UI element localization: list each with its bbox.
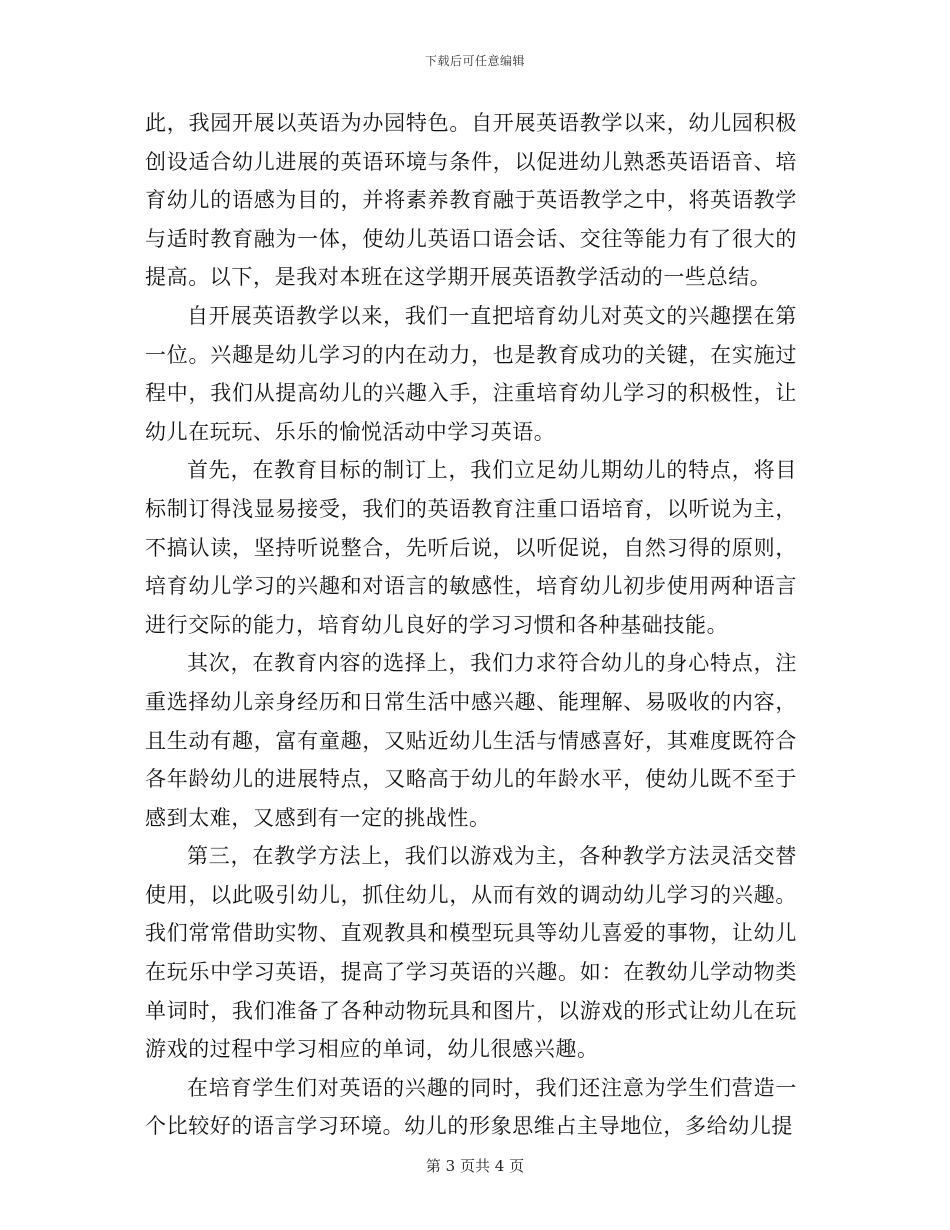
document-body [145,104,797,1146]
paragraph-3: 首先，在教育目标的制订上，我们立足幼儿期幼儿的特点，将目标制订得浅显易接受，我们的英语教育注重口语培育，以听说为主，不搞认读，坚持听说整合，先听后说，以听促说，自然习得的原则，培育幼儿学习的兴趣和对语言的敏感性，培育幼儿初步使用两种语言进行交际的能力，培育幼儿良好的学习习惯和各种基础技能。 [145,458,797,637]
paragraph-5: 第三，在教学方法上，我们以游戏为主，各种教学方法灵活交替使用，以此吸引幼儿，抓住幼儿，从而有效的调动幼儿学习的兴趣。我们常常借助实物、直观教具和模型玩具等幼儿喜爱的事物，让幼儿在玩乐中学习英语，提高了学习英语的兴趣。如：在教幼儿学动物类单词时，我们准备了各种动物玩具和图片，以游戏的形式让幼儿在玩游戏的过程中学习相应的单词，幼儿很感兴趣。 [145,844,797,1062]
paragraph-2: 自开展英语教学以来，我们一直把培育幼儿对英文的兴趣摆在第一位。兴趣是幼儿学习的内在动力，也是教育成功的关键，在实施过程中，我们从提高幼儿的兴趣入手，注重培育幼儿学习的积极性，让幼儿在玩玩、乐乐的愉悦活动中学习英语。 [145,303,797,444]
paragraph-1: 此，我园开展以英语为办园特色。自开展英语教学以来，幼儿园积极创设适合幼儿进展的英语环境与条件，以促进幼儿熟悉英语语音、培育幼儿的语感为目的，并将素养教育融于英语教学之中，将英语教学与适时教育融为一体，使幼儿英语口语会话、交往等能力有了很大的提高。以下，是我对本班在这学期开展英语教学活动的一些总结。 [145,111,797,290]
paragraph-6: 在培育学生们对英语的兴趣的同时，我们还注意为学生们营造一个比较好的语言学习环境。幼儿的形象思维占主导地位，多给幼儿提 [145,1075,797,1139]
paragraph-4: 其次，在教育内容的选择上，我们力求符合幼儿的身心特点，注重选择幼儿亲身经历和日常生活中感兴趣、能理解、易吸收的内容，且生动有趣，富有童趣，又贴近幼儿生活与情感喜好，其难度既符合各年龄幼儿的进展特点，又略高于幼儿的年龄水平，使幼儿既不至于感到太难，又感到有一定的挑战性。 [145,651,797,830]
page-header-note: 下载后可任意编辑 [424,54,525,68]
page-number: 第 3 页共 4 页 [425,1157,525,1175]
